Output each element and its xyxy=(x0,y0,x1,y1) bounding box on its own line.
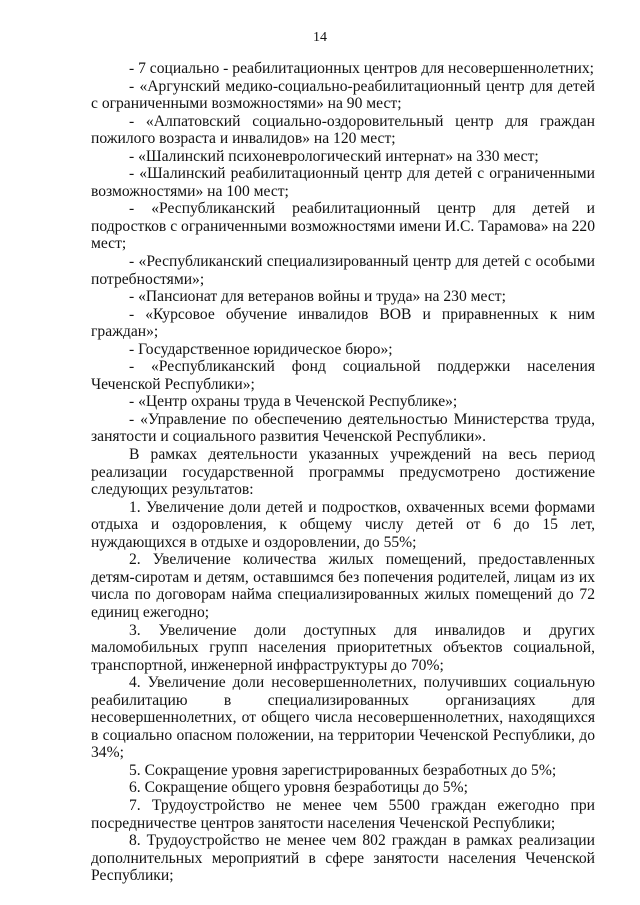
paragraph: - «Республиканский реабилитационный центр для детей и подростков с ограниченными возможностями имени И.С. Тарамова» на 220 мест; xyxy=(91,200,595,253)
paragraph: - «Аргунский медико-социально-реабилитационный центр для детей с ограниченными возможностями» на 90 мест; xyxy=(91,77,595,113)
paragraph: - «Республиканский фонд социальной поддержки населения Чеченской Республики»; xyxy=(91,358,595,393)
paragraph: 2. Увеличение количества жилых помещений, предоставленных детям-сиротам и детям, оставшимся без попечения родителей, лицам из их числа по договорам найма специализированных жилых помещений до 72 единиц ежегодно; xyxy=(91,551,595,621)
paragraph: - «Шалинский психоневрологический интернат» на 330 мест; xyxy=(129,147,539,165)
paragraph: 1. Увеличение доли детей и подростков, охваченных всеми формами отдыха и оздоровления, к общему числу детей от 6 до 15 лет, нуждающихся в отдыхе и оздоровлении, до 55%; xyxy=(91,498,595,551)
paragraph: 8. Трудоустройство не менее чем 802 граждан в рамках реализации дополнительных мероприятий в сфере занятости населения Чеченской Республики; xyxy=(91,832,595,885)
paragraph: - «Управление по обеспечению деятельностью Министерства труда, занятости и социального развития Чеченской Республики». xyxy=(91,410,595,446)
paragraph: - «Центр охраны труда в Чеченской Республике»; xyxy=(129,393,458,411)
paragraph: 3. Увеличение доли доступных для инвалидов и других маломобильных групп населения приоритетных объектов социальной, транспортной, инженерной инфраструктуры до 70%; xyxy=(91,621,595,674)
paragraph: - Государственное юридическое бюро»; xyxy=(129,340,393,358)
paragraph: - 7 социально - реабилитационных центров для несовершеннолетних; xyxy=(129,60,594,77)
body-text xyxy=(91,60,595,885)
paragraph: - «Алпатовский социально-оздоровительный центр для граждан пожилого возраста и инвалидов» на 120 мест; xyxy=(91,112,595,148)
paragraph: 7. Трудоустройство не менее чем 5500 граждан ежегодно при посредничестве центров занятости населения Чеченской Республики; xyxy=(91,796,595,832)
page-number: 14 xyxy=(313,30,327,45)
paragraph: - «Шалинский реабилитационный центр для детей с ограниченными возможностями» на 100 мест; xyxy=(91,165,595,200)
paragraph: 4. Увеличение доли несовершеннолетних, получивших социальную реабилитацию в специализированных организациях для несовершеннолетних, от общего числа несовершеннолетних, находящихся в социально опасном положении, на территории Чеченской Республики, до 34%; xyxy=(91,674,595,762)
paragraph: 6. Сокращение общего уровня безработицы до 5%; xyxy=(129,779,468,797)
paragraph: 5. Сокращение уровня зарегистрированных безработных до 5%; xyxy=(129,761,557,779)
paragraph: - «Курсовое обучение инвалидов ВОВ и приравненных к ним граждан»; xyxy=(91,305,595,341)
paragraph: - «Республиканский специализированный центр для детей с особыми потребностями»; xyxy=(91,253,595,288)
paragraph: - «Пансионат для ветеранов войны и труда» на 230 мест; xyxy=(129,288,506,306)
paragraph: В рамках деятельности указанных учреждений на весь период реализации государственной программы предусмотрено достижение следующих результатов: xyxy=(91,446,595,499)
